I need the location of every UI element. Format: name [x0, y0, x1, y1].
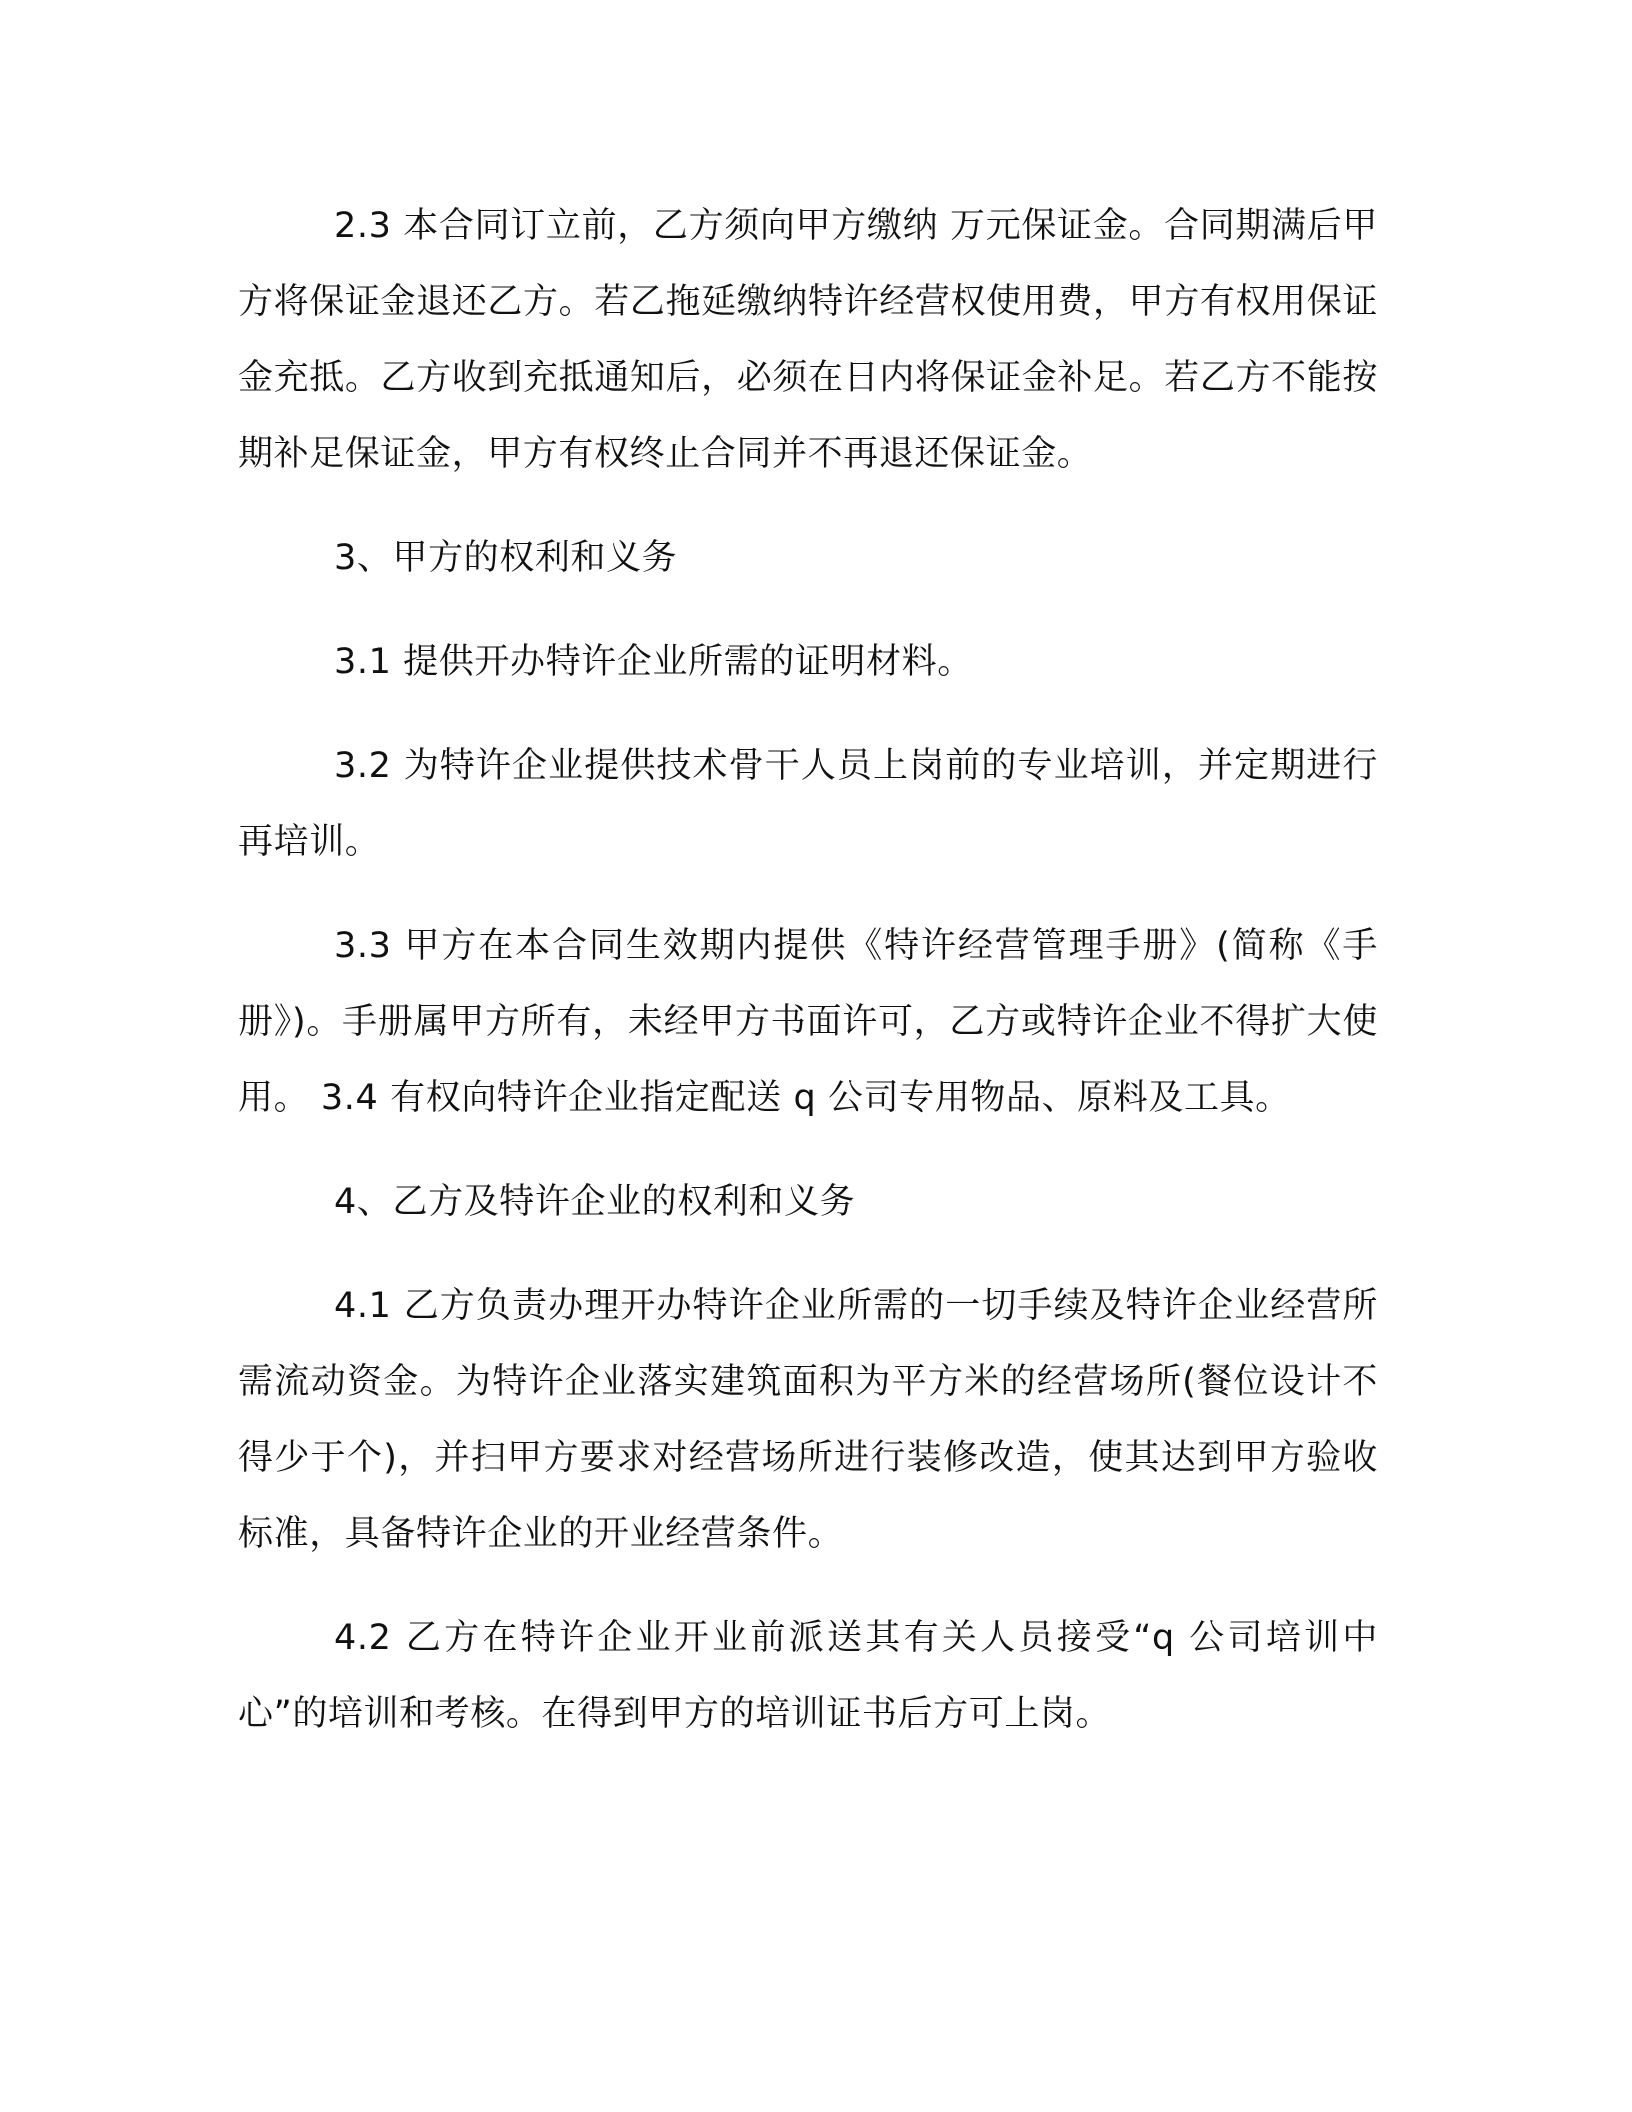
- clause-3-3-3-4: 3.3 甲方在本合同生效期内提供《特许经营管理手册》(简称《手册》)。手册属甲方所有，未经甲方书面许可，乙方或特许企业不得扩大使用。 3.4 有权向特许企业指定配送 q 公司专用物品、原料及工具。: [238, 926, 1378, 1118]
- section-3-heading: 3、甲方的权利和义务: [334, 538, 678, 578]
- clause-3-2: 3.2 为特许企业提供技术骨干人员上岗前的专业培训，并定期进行再培训。: [238, 746, 1378, 862]
- clause-3-1: 3.1 提供开办特许企业所需的证明材料。: [334, 642, 973, 682]
- section-4-heading: 4、乙方及特许企业的权利和义务: [334, 1182, 856, 1222]
- document-body: [238, 188, 1378, 1752]
- clause-2-3: 2.3 本合同订立前，乙方须向甲方缴纳 万元保证金。合同期满后甲方将保证金退还乙方。若乙拖延缴纳特许经营权使用费，甲方有权用保证金充抵。乙方收到充抵通知后，必须在日内将保证金补足。若乙方不能按期补足保证金，甲方有权终止合同并不再退还保证金。: [238, 206, 1378, 474]
- clause-4-2: 4.2 乙方在特许企业开业前派送其有关人员接受“q 公司培训中心”的培训和考核。在得到甲方的培训证书后方可上岗。: [238, 1618, 1378, 1734]
- clause-4-1: 4.1 乙方负责办理开办特许企业所需的一切手续及特许企业经营所需流动资金。为特许企业落实建筑面积为平方米的经营场所(餐位设计不得少于个)，并扫甲方要求对经营场所进行装修改造，使其达到甲方验收标准，具备特许企业的开业经营条件。: [238, 1286, 1378, 1554]
